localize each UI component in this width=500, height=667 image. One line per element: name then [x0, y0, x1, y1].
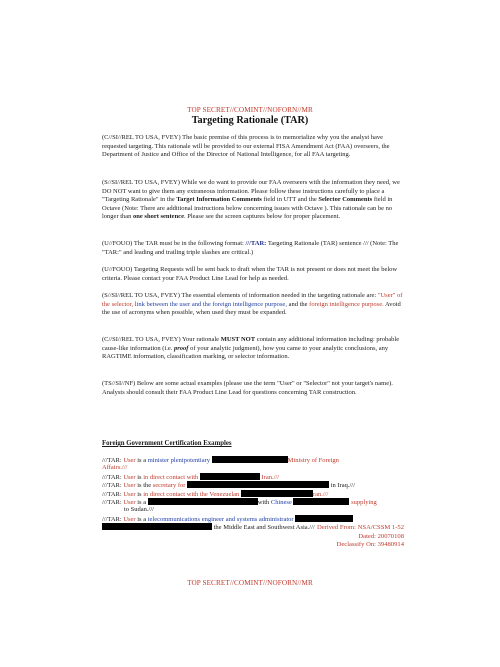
derivation-block	[317, 524, 404, 550]
redaction-bar	[187, 481, 329, 488]
example-line-5: ///TAR: User is a with Chinese supplying	[102, 499, 377, 506]
example-line-2: ///TAR: User is in direct contact with Iran.///	[102, 474, 280, 481]
paragraph-instructions: (S//SI//REL TO USA, FVEY) While we do want to provide our FAA overseers with the information they need, we DO NOT want to give them any extraneous information. Please follow these instructions carefully to place a "Targeting Rationale" in the Target Information Comments field in UTT and the Selector Comments field in Octave (Note: There are additional instructions below concerning issues with Octave ). This rationale can be no longer than one short sentence. Please see the screen captures below for proper placement.	[102, 179, 400, 221]
declassify-on: Declassify On: 39480914	[336, 541, 404, 549]
paragraph-purpose: (C//SI//REL TO USA, FVEY) The basic premise of this process is to memorialize why you the analyst have requested targeting. This rationale will be provided to our external FISA Amendment Act (FAA) overseers, the Department of Justice and Office of the Director of National Intelligence, for all FAA targeting.	[102, 134, 390, 159]
example-line-6b: the Middle East and Southwest Asia.///	[102, 523, 422, 533]
example-line-6: ///TAR: User is a telecommunications engineer and systems administrator	[102, 515, 422, 525]
redaction-bar	[293, 498, 349, 505]
paragraph-format: (U//FOUO) The TAR must be in the following format: ///TAR: Targeting Rationale (TAR) sentence /// (Note: The "TAR:" and leading and trailing triple slashes are critical.)	[102, 240, 399, 256]
dated: Dated: 20070108	[358, 532, 404, 540]
paragraph-must-not: (C//SI//REL TO USA, FVEY) Your rationale MUST NOT contain any additional information including: probable cause-like information (i.e. proof of your analytic judgment), how you came to your analytic conclusions, any RAGTIME information, classification marking, or selector information.	[102, 336, 400, 361]
example-line-4: ///TAR: User is in direct contact with the Venezuelan ran.///	[102, 491, 329, 498]
paragraph-essential-elements: (S//SI//REL TO USA, FVEY) The essential elements of information needed in the targeting rationale are: "User" of the selector, link between the user and the foreign intelligence purpose, and the foreign intelligence purpose. Avoid the use of acronyms when possible, when used they must be expanded.	[102, 292, 403, 317]
example-line-3: ///TAR: User is the secretary for in Iraq.///	[102, 482, 355, 489]
paragraph-drafts: (U//FOUO) Targeting Requests will be sent back to draft when the TAR is not present or does not meet the below criteria. Please contact your FAA Product Line Lead for help as needed.	[102, 266, 398, 282]
redaction-bar	[212, 456, 288, 463]
paragraph-examples-intro: (TS//SI//NF) Below are some actual examples (please use the term "User" or "Selector" not your target's name). Analysts should consult their FAA Product Line Lead for questions concerning TAR construction.	[102, 380, 393, 396]
redaction-bar	[200, 473, 260, 480]
examples-heading: Foreign Government Certification Examples	[102, 440, 232, 447]
redaction-bar	[241, 490, 313, 497]
example-line-1b: Affairs.///	[102, 464, 128, 471]
example-line-1: ///TAR: User is a minister plenipotentiary Ministry of Foreign	[102, 457, 339, 464]
classification-banner-bottom: TOP SECRET//COMINT//NOFORN//MR	[187, 579, 313, 587]
redaction-bar	[102, 523, 212, 530]
derived-from: Derived From: NSA/CSSM 1-52	[316, 524, 404, 531]
redaction-bar	[295, 515, 353, 522]
example-line-5b: to Sudan.///	[124, 506, 154, 513]
classification-banner-top: TOP SECRET//COMINT//NOFORN//MR	[187, 106, 313, 114]
redaction-bar	[148, 498, 258, 505]
document-title: Targeting Rationale (TAR)	[191, 115, 309, 126]
